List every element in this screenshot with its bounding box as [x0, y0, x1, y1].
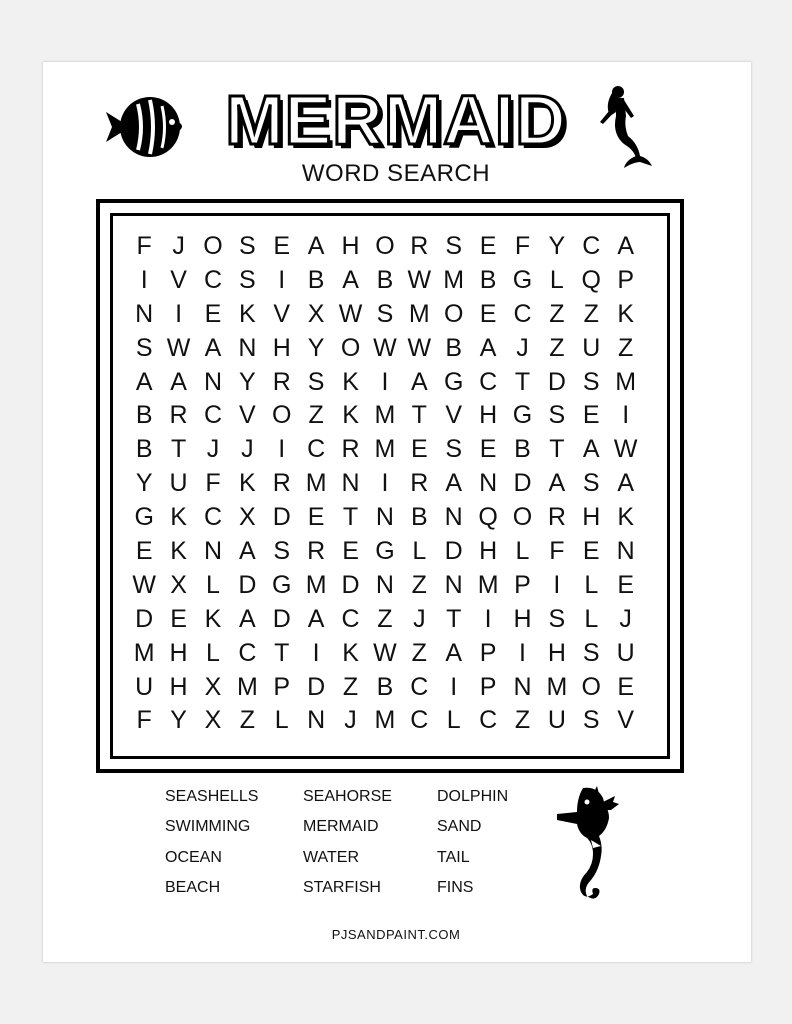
- grid-letter: E: [307, 503, 325, 532]
- page-subtitle: WORD SEARCH: [301, 160, 491, 187]
- grid-letter: G: [443, 367, 464, 396]
- grid-letter: I: [312, 638, 320, 667]
- grid-letter: M: [615, 367, 637, 396]
- grid-letter: K: [342, 367, 359, 396]
- grid-letter: K: [617, 503, 634, 532]
- grid-letter: A: [445, 469, 463, 498]
- grid-letter: E: [170, 604, 187, 633]
- grid-letter: A: [170, 367, 187, 396]
- grid-letter: M: [443, 265, 465, 294]
- grid-letter: H: [479, 537, 498, 566]
- grid-letter: W: [373, 333, 397, 362]
- grid-letter: H: [479, 401, 498, 430]
- word-list-item: SWIMMING: [165, 818, 251, 836]
- grid-letter: B: [514, 435, 531, 464]
- grid-letter: D: [547, 367, 566, 396]
- grid-letter: B: [376, 672, 394, 701]
- grid-letter: G: [512, 265, 533, 294]
- word-list-item: MERMAID: [303, 818, 379, 836]
- grid-letter: A: [617, 232, 634, 260]
- grid-letter: F: [549, 537, 565, 566]
- grid-letter: E: [582, 401, 600, 430]
- grid-letter: N: [307, 706, 326, 735]
- page-title: MERMAID: [225, 81, 567, 159]
- grid-letter: R: [547, 503, 566, 532]
- grid-letter: F: [136, 706, 152, 735]
- grid-letter: S: [548, 401, 566, 430]
- grid-letter: H: [582, 503, 601, 532]
- grid-letter: I: [381, 367, 389, 396]
- grid-letter: Q: [478, 503, 498, 532]
- grid-letter: R: [272, 469, 291, 498]
- grid-letter: A: [548, 469, 566, 498]
- grid-letter: Z: [411, 638, 427, 667]
- grid-letter: O: [375, 232, 395, 260]
- grid-letter: N: [238, 333, 257, 362]
- grid-letter: A: [582, 435, 600, 464]
- grid-letter: T: [446, 604, 462, 633]
- grid-letter: K: [170, 537, 187, 566]
- grid-letter: J: [413, 604, 426, 633]
- grid-letter: O: [272, 401, 292, 430]
- grid-letter: C: [203, 265, 222, 294]
- grid-letter: J: [206, 435, 220, 464]
- grid-letter: Y: [307, 333, 325, 362]
- grid-letter: A: [342, 265, 359, 294]
- grid-letter: A: [239, 604, 256, 633]
- grid-letter: D: [272, 503, 291, 532]
- grid-letter: A: [410, 367, 428, 396]
- grid-letter: M: [374, 706, 396, 735]
- grid-letter: X: [204, 706, 222, 735]
- grid-letter: C: [410, 672, 429, 701]
- grid-letter: G: [512, 401, 533, 430]
- grid-letter: E: [204, 299, 222, 328]
- grid-letter: D: [238, 570, 257, 599]
- word-list-item: SAND: [437, 818, 482, 836]
- grid-letter: M: [408, 299, 430, 328]
- grid-letter: L: [206, 638, 220, 667]
- grid-letter: P: [617, 265, 634, 294]
- grid-letter: N: [341, 469, 360, 498]
- grid-letter: B: [479, 265, 497, 294]
- grid-letter: X: [204, 672, 222, 701]
- grid-letter: O: [203, 232, 223, 260]
- grid-letter: V: [445, 401, 463, 430]
- grid-letter: K: [239, 469, 256, 498]
- grid-letter: Y: [170, 706, 187, 735]
- grid-letter: A: [239, 537, 256, 566]
- grid-letter: C: [410, 706, 429, 735]
- grid-letter: J: [344, 706, 357, 735]
- grid-letter: T: [514, 367, 531, 396]
- grid-letter: K: [239, 299, 256, 328]
- grid-letter: O: [443, 299, 464, 328]
- word-list: [165, 784, 557, 905]
- seahorse-icon: [553, 784, 623, 908]
- grid-letter: P: [479, 672, 497, 701]
- grid-letter: W: [613, 435, 638, 464]
- grid-letter: S: [376, 299, 394, 328]
- grid-letter: S: [445, 232, 463, 260]
- grid-letter: W: [166, 333, 191, 362]
- word-list-item: TAIL: [437, 848, 470, 866]
- grid-letter: Z: [239, 706, 255, 735]
- grid-letter: R: [169, 401, 188, 430]
- grid-letter: S: [445, 435, 463, 464]
- grid-letter: K: [342, 401, 359, 430]
- grid-letter: J: [516, 333, 529, 362]
- grid-letter: H: [169, 672, 188, 701]
- grid-letter: M: [477, 570, 499, 599]
- grid-letter: J: [619, 604, 632, 633]
- grid-letter: M: [236, 672, 258, 701]
- site-credit: PJSANDPAINT.COM: [331, 927, 461, 942]
- grid-letter: K: [342, 638, 359, 667]
- grid-letter: O: [581, 672, 601, 701]
- grid-letter: L: [274, 706, 289, 735]
- grid-letter: S: [239, 265, 256, 294]
- grid-letter: U: [582, 333, 601, 362]
- grid-letter: S: [582, 638, 600, 667]
- grid-letter: D: [513, 469, 532, 498]
- grid-letter: E: [617, 570, 634, 599]
- grid-letter: T: [411, 401, 427, 430]
- grid-letter: E: [342, 537, 359, 566]
- grid-letter: C: [582, 232, 601, 260]
- grid-letter: L: [515, 537, 530, 566]
- grid-letter: T: [274, 638, 290, 667]
- grid-letter: E: [617, 672, 634, 701]
- grid-letter: W: [132, 570, 156, 599]
- grid-letter: S: [273, 537, 291, 566]
- grid-letter: Z: [411, 570, 427, 599]
- grid-letter: I: [553, 570, 561, 599]
- grid-letter: N: [513, 672, 532, 701]
- grid-letter: I: [519, 638, 526, 667]
- grid-letter: H: [169, 638, 188, 667]
- grid-letter: R: [272, 367, 291, 396]
- grid-letter: D: [272, 604, 291, 633]
- grid-letter: L: [446, 706, 461, 735]
- grid-letter: Y: [548, 232, 566, 260]
- grid-letter: G: [134, 503, 154, 532]
- grid-letter: M: [546, 672, 568, 701]
- grid-letter: N: [203, 367, 222, 396]
- grid-letter: G: [272, 570, 292, 599]
- grid-letter: M: [133, 638, 155, 667]
- grid-letter: J: [241, 435, 254, 464]
- grid-letter: X: [307, 299, 325, 328]
- grid-letter: N: [203, 537, 222, 566]
- grid-letter: G: [375, 537, 395, 566]
- grid-letter: W: [407, 333, 432, 362]
- grid-letter: I: [381, 469, 389, 498]
- grid-letter: C: [238, 638, 257, 667]
- grid-letter: N: [375, 570, 394, 599]
- grid-letter: N: [444, 570, 463, 599]
- grid-letter: B: [135, 435, 153, 464]
- grid-letter: W: [373, 638, 397, 667]
- grid-letter: Z: [342, 672, 359, 701]
- grid-letter: Z: [377, 604, 393, 633]
- grid-letter: N: [616, 537, 635, 566]
- grid-letter: X: [170, 570, 187, 599]
- word-list-item: DOLPHIN: [437, 788, 509, 805]
- grid-letter: V: [170, 265, 187, 294]
- grid-letter: Z: [308, 401, 324, 430]
- grid-letter: S: [135, 333, 153, 362]
- grid-letter: H: [272, 333, 291, 362]
- word-list-item: SEASHELLS: [165, 788, 259, 805]
- grid-letter: Z: [583, 299, 599, 328]
- grid-letter: P: [514, 570, 531, 599]
- grid-letter: C: [479, 706, 498, 735]
- grid-letter: K: [204, 604, 222, 633]
- grid-letter: E: [582, 537, 600, 566]
- grid-letter: N: [375, 503, 394, 532]
- grid-letter: V: [617, 706, 634, 735]
- grid-letter: V: [239, 401, 256, 430]
- grid-letter: A: [479, 333, 497, 362]
- grid-letter: U: [547, 706, 566, 735]
- grid-letter: U: [616, 638, 635, 667]
- grid-letter: R: [410, 232, 429, 260]
- grid-letter: M: [305, 469, 327, 498]
- grid-letter: R: [410, 469, 429, 498]
- grid-letter: I: [278, 265, 286, 294]
- grid-letter: B: [135, 401, 153, 430]
- grid-letter: D: [341, 570, 360, 599]
- grid-letter: Z: [514, 706, 531, 735]
- grid-letter: B: [410, 503, 428, 532]
- grid-letter: B: [307, 265, 325, 294]
- grid-letter: D: [135, 604, 154, 633]
- word-list-item: BEACH: [165, 878, 221, 896]
- grid-letter: Q: [581, 265, 601, 294]
- grid-letter: L: [584, 604, 599, 633]
- grid-letter: H: [547, 638, 566, 667]
- grid-letter: F: [514, 232, 531, 260]
- grid-letter: S: [582, 367, 600, 396]
- grid-letter: V: [273, 299, 291, 328]
- grid-letter: A: [307, 604, 325, 633]
- grid-letter: I: [450, 672, 458, 701]
- grid-letter: N: [479, 469, 498, 498]
- grid-letter: E: [273, 232, 291, 260]
- grid-letter: H: [341, 232, 360, 260]
- grid-letter: X: [239, 503, 256, 532]
- grid-letter: W: [338, 299, 363, 328]
- grid-letter: B: [376, 265, 394, 294]
- grid-letter: C: [513, 299, 532, 328]
- grid-letter: A: [135, 367, 153, 396]
- grid-letter: Z: [549, 333, 565, 362]
- grid-letter: L: [206, 570, 220, 599]
- grid-letter: N: [135, 299, 154, 328]
- grid-letter: E: [479, 232, 497, 260]
- word-list-item: STARFISH: [303, 878, 381, 896]
- grid-letter: M: [374, 435, 396, 464]
- grid-letter: U: [169, 469, 188, 498]
- grid-letter: E: [479, 299, 497, 328]
- grid-letter: S: [548, 604, 566, 633]
- grid-letter: C: [479, 367, 498, 396]
- grid-letter: N: [444, 503, 463, 532]
- grid-letter: S: [582, 706, 600, 735]
- grid-letter: A: [204, 333, 222, 362]
- grid-letter: M: [305, 570, 327, 599]
- word-list-item: FINS: [437, 878, 474, 896]
- grid-letter: D: [444, 537, 463, 566]
- grid-letter: F: [136, 232, 152, 260]
- grid-letter: H: [513, 604, 532, 633]
- grid-letter: A: [617, 469, 634, 498]
- grid-letter: L: [549, 265, 564, 294]
- letter-grid: [127, 230, 643, 738]
- word-list-item: OCEAN: [165, 848, 222, 866]
- grid-letter: I: [140, 265, 148, 294]
- grid-letter: C: [203, 503, 222, 532]
- grid-letter: S: [582, 469, 600, 498]
- grid-letter: I: [484, 604, 492, 633]
- grid-letter: L: [412, 537, 427, 566]
- grid-letter: S: [239, 232, 256, 260]
- grid-letter: R: [307, 537, 326, 566]
- grid-letter: L: [584, 570, 599, 599]
- grid-letter: R: [341, 435, 360, 464]
- grid-letter: E: [410, 435, 428, 464]
- grid-letter: C: [307, 435, 326, 464]
- grid-letter: W: [407, 265, 432, 294]
- grid-letter: Z: [549, 299, 565, 328]
- grid-letter: I: [278, 435, 286, 464]
- grid-letter: T: [170, 435, 187, 464]
- grid-letter: T: [549, 435, 565, 464]
- grid-letter: Y: [135, 469, 153, 498]
- grid-letter: P: [273, 672, 291, 701]
- grid-letter: K: [170, 503, 187, 532]
- grid-letter: D: [307, 672, 326, 701]
- grid-letter: S: [307, 367, 325, 396]
- grid-letter: E: [135, 537, 153, 566]
- grid-letter: C: [341, 604, 360, 633]
- grid-letter: O: [512, 503, 533, 532]
- grid-letter: E: [479, 435, 497, 464]
- word-list-item: SEAHORSE: [303, 788, 392, 805]
- grid-letter: C: [203, 401, 222, 430]
- grid-letter: B: [445, 333, 463, 362]
- grid-letter: M: [374, 401, 396, 430]
- grid-letter: F: [205, 469, 221, 498]
- grid-letter: O: [340, 333, 361, 362]
- grid-letter: T: [342, 503, 359, 532]
- grid-letter: A: [445, 638, 463, 667]
- word-list-item: WATER: [303, 848, 359, 866]
- grid-letter: I: [622, 401, 630, 430]
- grid-letter: Z: [618, 333, 634, 362]
- grid-letter: U: [135, 672, 154, 701]
- grid-letter: I: [175, 299, 183, 328]
- grid-letter: A: [307, 232, 325, 260]
- grid-letter: P: [479, 638, 497, 667]
- grid-letter: J: [172, 232, 185, 260]
- grid-letter: K: [617, 299, 634, 328]
- grid-letter: Y: [239, 367, 256, 396]
